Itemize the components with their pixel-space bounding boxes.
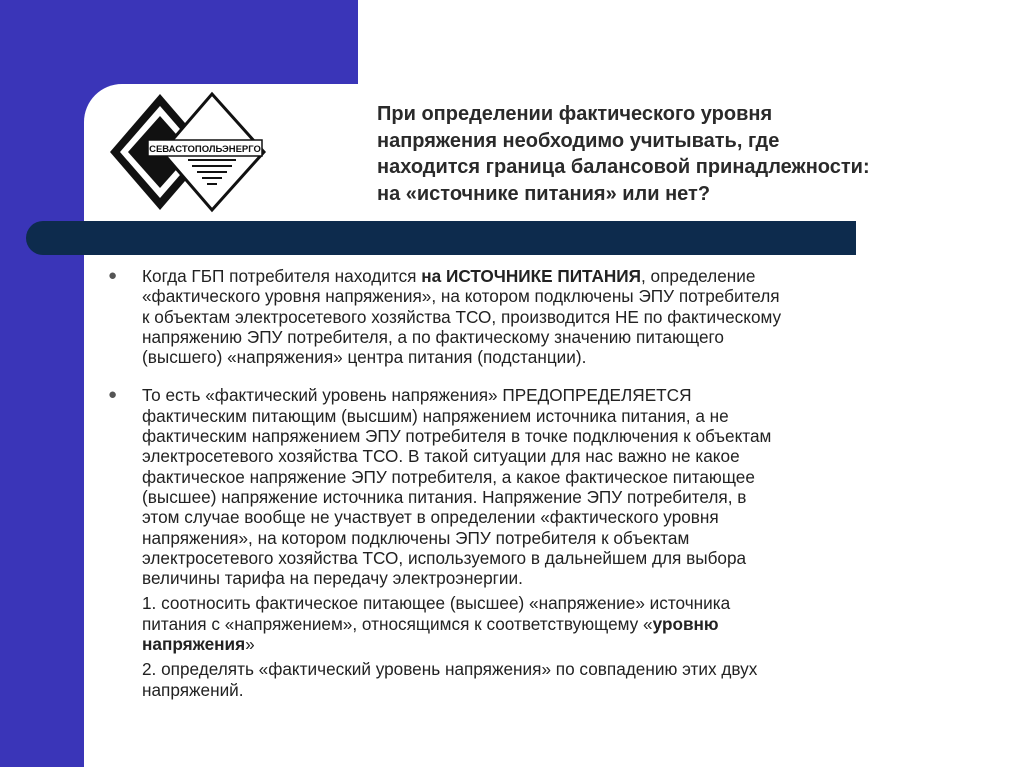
- sub-line: напряжений.: [142, 679, 244, 700]
- heading-line: находится граница балансовой принадлежности:: [377, 156, 870, 178]
- bullet-line: электросетевого хозяйства ТСО, используемого в дальнейшем для выбора: [142, 547, 747, 568]
- emphasis-text: напряжения: [142, 634, 246, 655]
- text-run: »: [245, 634, 255, 655]
- bullet-line: То есть «фактический уровень напряжения» ПРЕДОПРЕДЕЛЯЕТСЯ: [142, 385, 692, 406]
- text-run: , определение: [641, 266, 756, 286]
- slide-heading: [377, 101, 977, 207]
- sub-item-1: [108, 593, 968, 654]
- bullet-line: (высшего) «напряжения» центра питания (подстанции).: [142, 347, 587, 368]
- logo-text: СЕВАСТОПОЛЬЭНЕРГО: [149, 144, 261, 155]
- bullet-line: этом случае вообще не участвует в определении «фактического уровня: [142, 507, 719, 528]
- bullet-line: [142, 266, 968, 286]
- heading-line: напряжения необходимо учитывать, где: [377, 129, 780, 152]
- bullet-line: «фактического уровня напряжения», на котором подключены ЭПУ потребителя: [142, 286, 780, 307]
- text-run: питания с «напряжением», относящимся к соответствующему «: [142, 613, 653, 634]
- heading-line: При определении фактического уровня: [377, 103, 773, 125]
- bullet-dot-icon: ●: [108, 386, 118, 404]
- emphasis-text: уровню: [652, 613, 719, 634]
- heading-line: на «источнике питания» или нет?: [377, 182, 711, 205]
- sub-line: [142, 614, 968, 634]
- bullet-item: [108, 385, 968, 588]
- bullet-line: фактическим питающим (высшим) напряжением источника питания, а не: [142, 405, 729, 426]
- title-divider-bar: [26, 221, 856, 255]
- bullet-line: напряжения», на котором подключены ЭПУ потребителя к объектам: [142, 527, 690, 548]
- slide-body: [108, 266, 968, 700]
- emphasis-text: на ИСТОЧНИКЕ ПИТАНИЯ: [421, 266, 641, 286]
- bullet-line: величины тарифа на передачу электроэнергии.: [142, 568, 523, 589]
- bullet-line: электросетевого хозяйства ТСО. В такой ситуации для нас важно не какое: [142, 446, 740, 467]
- sub-line: 2. определять «фактический уровень напряжения» по совпадению этих двух: [142, 659, 758, 680]
- bullet-line: к объектам электросетевого хозяйства ТСО, производится НЕ по фактическому: [142, 306, 782, 327]
- bullet-dot-icon: ●: [108, 267, 118, 284]
- bullet-line: фактическим напряжением ЭПУ потребителя в точке подключения к объектам: [142, 426, 772, 447]
- bullet-line: фактическое напряжение ЭПУ потребителя, а какое фактическое питающее: [142, 466, 755, 487]
- sevastopolenergo-logo: [106, 90, 268, 214]
- sub-item-2: [108, 659, 968, 700]
- bullet-item: [108, 266, 968, 367]
- sub-line: 1. соотносить фактическое питающее (высшее) «напряжение» источника: [142, 593, 731, 614]
- sub-line: [142, 634, 968, 654]
- text-run: Когда ГБП потребителя находится: [142, 266, 422, 286]
- bullet-line: напряжению ЭПУ потребителя, а по фактическому значению питающего: [142, 326, 724, 347]
- bullet-line: (высшее) напряжение источника питания. Напряжение ЭПУ потребителя, в: [142, 486, 747, 507]
